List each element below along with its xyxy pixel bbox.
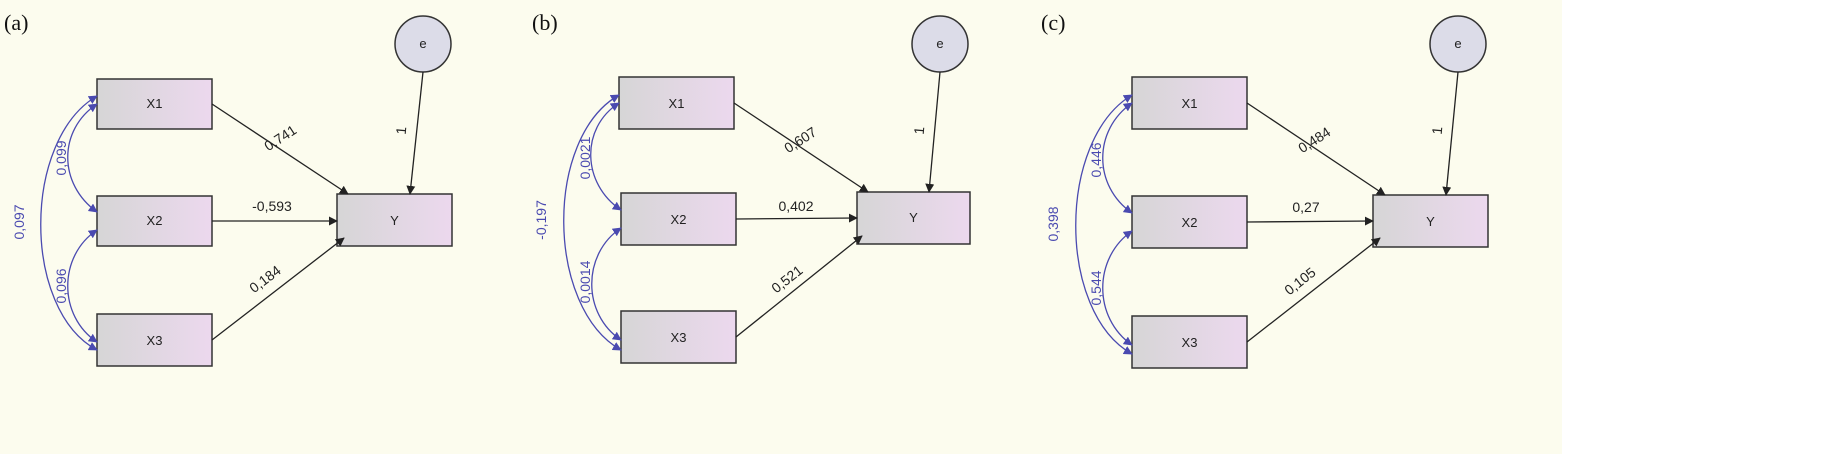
panel-b-coef-x1-y: 0,607	[781, 123, 820, 157]
panel-c	[1040, 0, 1562, 454]
panel-a-coef-x1-y: 0,741	[261, 121, 300, 155]
panel-b-cov-x1-x2: 0,0021	[577, 136, 593, 180]
panel-a-node-x2	[97, 196, 212, 246]
panel-c-node-x2	[1132, 196, 1247, 248]
panel-c-node-e	[1430, 16, 1486, 72]
panel-a-coef-x3-y: 0,184	[246, 262, 284, 296]
panel-b-coef-x2-y: 0,402	[778, 198, 814, 214]
panel-a	[0, 0, 522, 454]
panel-a-coef-e-y: 1	[392, 125, 410, 136]
panel-c-node-x1	[1132, 77, 1247, 129]
panel-a-label: (a)	[4, 10, 29, 35]
panel-c-node-x1-label: X1	[1181, 96, 1198, 111]
panel-a-node-y-label: Y	[390, 213, 399, 228]
panel-b-node-x2	[621, 193, 736, 245]
panel-a-node-x3	[97, 314, 212, 366]
panel-c-node-e-label: e	[1454, 36, 1462, 51]
panel-c-coef-x3-y: 0,105	[1281, 263, 1319, 299]
panel-a-node-e-label: e	[419, 36, 427, 51]
panel-c-cov-x1-x3: 0,398	[1045, 206, 1061, 242]
panel-a-coef-x2-y: -0,593	[252, 198, 292, 214]
panel-c-node-y-label: Y	[1426, 214, 1435, 229]
panel-b-label: (b)	[532, 10, 558, 35]
panel-b-node-e-label: e	[936, 36, 944, 51]
panel-b-node-x2-label: X2	[670, 212, 687, 227]
panel-a-cov-x1-x2: 0,099	[53, 140, 69, 176]
panel-b-node-x1	[619, 77, 734, 129]
panel-c-node-x2-label: X2	[1181, 215, 1198, 230]
panel-b	[522, 0, 1040, 454]
panel-a-node-x3-label: X3	[146, 333, 163, 348]
panel-c-cov-x2-x3: 0,544	[1088, 270, 1104, 306]
panel-c-coef-x2-y: 0,27	[1292, 199, 1320, 215]
panel-b-node-y-label: Y	[909, 210, 918, 225]
panel-b-node-y	[857, 192, 970, 244]
panel-b-cov-x1-x3: -0,197	[533, 200, 549, 240]
panel-c-coef-x1-y: 0,484	[1295, 123, 1334, 157]
panel-b-node-x1-label: X1	[668, 96, 685, 111]
panel-c-label: (c)	[1041, 10, 1066, 35]
panel-c-node-x3	[1132, 316, 1247, 368]
panel-a-cov-x2-x3: 0,096	[53, 268, 69, 304]
panel-a-node-x2-label: X2	[146, 213, 163, 228]
panel-c-node-y	[1373, 195, 1488, 247]
panel-a-cov-x1-x3: 0,097	[11, 204, 27, 240]
panel-b-node-x3	[621, 311, 736, 363]
panel-a-node-y	[337, 194, 452, 246]
panel-c-node-x3-label: X3	[1181, 335, 1198, 350]
panel-b-node-x3-label: X3	[670, 330, 687, 345]
panel-b-cov-x2-x3: 0,0014	[577, 260, 593, 304]
panel-a-node-e	[395, 16, 451, 72]
panel-b-coef-e-y: 1	[910, 125, 928, 136]
panel-a-node-x1-label: X1	[146, 96, 163, 111]
panel-b-coef-x3-y: 0,521	[768, 261, 806, 297]
panel-b-node-e	[912, 16, 968, 72]
panel-c-coef-e-y: 1	[1428, 125, 1446, 136]
panel-c-cov-x1-x2: 0,446	[1088, 142, 1104, 178]
panel-a-node-x1	[97, 79, 212, 129]
